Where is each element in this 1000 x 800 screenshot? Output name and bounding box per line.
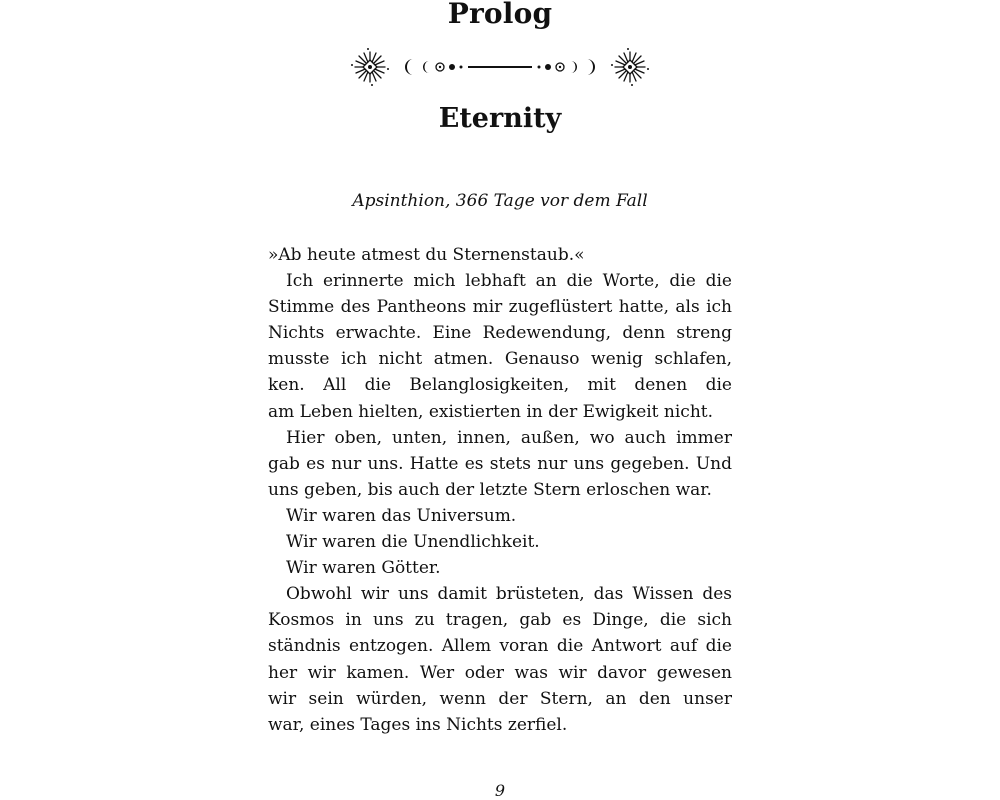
text-line: Wir waren die Unendlichkeit. <box>286 532 540 553</box>
text-line: Ich erinnerte mich lebhaft an die Worte, die die <box>286 271 732 292</box>
page-number: 9 <box>494 781 506 800</box>
text-line: gab es nur uns. Hatte es stets nur uns gegeben. Und <box>268 453 732 474</box>
moon-phases-divider-icon <box>405 59 595 75</box>
text-line: Wir waren Götter. <box>286 558 441 579</box>
text-line: Nichts erwachte. Eine Redewendung, denn streng <box>268 323 732 344</box>
chapter-title: Prolog <box>447 0 553 30</box>
text-line: her wir kamen. Wer oder was wir davor gewesen <box>268 662 732 683</box>
text-line: musste ich nicht atmen. Genauso wenig schlafen, <box>268 349 732 370</box>
chapter-subtitle: Eternity <box>438 103 562 134</box>
text-line: Wir waren das Universum. <box>286 505 517 526</box>
chapter-ornament <box>350 48 650 88</box>
text-line: Stimme des Pantheons mir zugeflüstert hatte, als ich <box>268 297 732 318</box>
text-line: uns geben, bis auch der letzte Stern erloschen war. <box>268 479 712 500</box>
text-line: war, eines Tages ins Nichts zerfiel. <box>268 714 568 735</box>
sunburst-icon <box>351 48 389 86</box>
text-line: ken. All die Belanglosigkeiten, mit denen die <box>268 375 732 396</box>
text-line: ständnis entzogen. Allem voran die Antwort auf die <box>268 636 732 657</box>
text-line: Kosmos in uns zu tragen, gab es Dinge, die sich <box>268 610 732 631</box>
text-line: Hier oben, unten, innen, außen, wo auch immer <box>286 427 732 448</box>
text-line: »Ab heute atmest du Sternenstaub.« <box>268 245 585 265</box>
text-line: wir sein würden, wenn der Stern, an den unser <box>268 688 732 709</box>
body-text <box>268 242 732 738</box>
sunburst-icon <box>611 48 649 86</box>
text-line: Obwohl wir uns damit brüsteten, das Wissen des <box>286 584 732 605</box>
scene-heading: Apsinthion, 366 Tage vor dem Fall <box>352 191 648 211</box>
text-line: am Leben hielten, existierten in der Ewigkeit nicht. <box>268 401 714 422</box>
